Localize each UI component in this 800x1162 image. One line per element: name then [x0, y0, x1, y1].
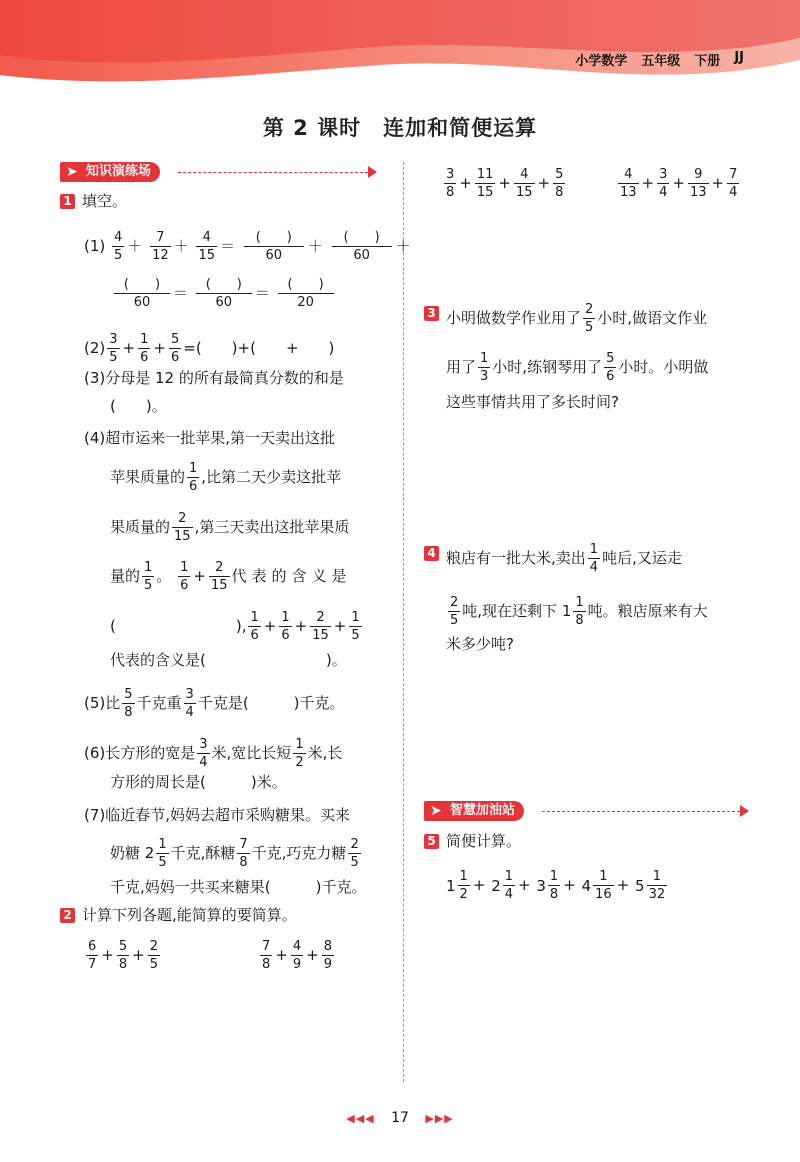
header-grade: 五年级: [641, 54, 681, 69]
lesson-topic: 连加和简便运算: [383, 116, 538, 140]
q1-part6-line2: 方形的周长是( )米。: [110, 773, 287, 791]
q2-expr-2: $\frac{7}{8}$ + $\frac{4}{9}$ + $\frac{8}{9}$: [262, 939, 332, 972]
q1-part6-line1: (6)长方形的宽是 $\frac{3}{4}$ 米,宽比长短 $\frac{1}{2}$ 米,长: [84, 737, 343, 770]
q1-part3-line2: ( )。: [110, 397, 167, 415]
section-title: 智慧加油站: [450, 803, 516, 818]
q1-part1-line2: ( ) 60 ＝ ( ) 60 ＝ ( ) 20: [112, 278, 336, 309]
q2-expr-3: $\frac{3}{8}$ + $\frac{11}{15}$ + $\frac{4}{15}$ + $\frac{5}{8}$: [446, 167, 564, 200]
header-banner: [0, 0, 800, 85]
section-arrow-icon: ➤: [430, 803, 442, 819]
q1-part7-line2: 奶糖 2 $\frac{1}{5}$ 千克,酥糖 $\frac{7}{8}$ 千克,巧克力糖 $\frac{2}{5}$: [110, 837, 359, 870]
q2-expr-1: $\frac{6}{7}$ + $\frac{5}{8}$ + $\frac{2}{5}$: [88, 939, 158, 972]
section-title: 知识演练场: [86, 164, 152, 179]
header-info: [575, 50, 744, 69]
q1-part2: (2) $\frac{3}{5}$ + $\frac{1}{6}$ + $\frac{5}{6}$ =( )+( + ): [84, 332, 335, 365]
q3-line2: 用了 $\frac{1}{3}$ 小时,练钢琴用了 $\frac{5}{6}$ 小时。小明做: [446, 351, 709, 384]
question-number: 5: [424, 834, 439, 849]
q1-part5: (5)比 $\frac{5}{8}$ 千克重 $\frac{3}{4}$ 千克是( )千克。: [84, 687, 345, 720]
header-subject: 小学数学: [575, 54, 628, 69]
q3-line3: 这些事情共用了多长时间?: [446, 393, 619, 411]
page-title: [0, 112, 800, 142]
section-arrow-icon: ➤: [66, 164, 78, 180]
q1-part7-line3: 千克,妈妈一共买来糖果( )千克。: [110, 878, 367, 896]
q3-line1: 小明做数学作业用了 $\frac{2}{5}$ 小时,做语文作业: [446, 302, 708, 335]
q2-expr-4: $\frac{4}{13}$ + $\frac{3}{4}$ + $\frac{9}{13}$ + $\frac{7}{4}$: [620, 167, 738, 200]
column-divider: [403, 162, 404, 1082]
q4-line2: $\frac{2}{5}$ 吨,现在还剩下 1 $\frac{1}{8}$ 吨。粮店原来有大: [450, 595, 708, 628]
header-volume: 下册: [694, 54, 721, 69]
right-arrows-icon: ▶▶▶: [425, 1112, 454, 1125]
page-number: 17: [391, 1110, 409, 1126]
q4-line1: 粮店有一批大米,卖出 $\frac{1}{4}$ 吨后,又运走: [446, 542, 682, 575]
header-edition: JJ: [734, 50, 744, 65]
q1-part7-line1: (7)临近春节,妈妈去超市采购糖果。买来: [84, 806, 351, 824]
q1-part4-line4: 量的 $\frac{1}{5}$ 。 $\frac{1}{6}$ + $\frac{2}{15}$ 代表的含义是: [110, 560, 352, 593]
q1-part4-line1: (4)超市运来一批苹果,第一天卖出这批: [84, 429, 336, 447]
q1-part1-line1: (1) $\frac{4}{5}$ ＋ $\frac{7}{12}$ ＋ $\frac{4}{15}$ ＝ ( ) 60 ＋ ( ) 60 ＋: [84, 230, 411, 263]
question-number: 3: [424, 306, 439, 321]
question-title: 计算下列各题,能简算的要简算。: [82, 906, 297, 924]
question-title: 填空。: [82, 192, 128, 210]
q1-part4-line2: 苹果质量的 $\frac{1}{6}$ ,比第二天少卖这批苹: [110, 461, 342, 494]
section-tag-practice: [60, 162, 380, 184]
q5-expression: 1 1 2 + 2 1 4 + 3 1 8 + 4 1 16 + 5 1 32: [446, 869, 666, 902]
q1-part4-line6: 代表的含义是( )。: [110, 651, 347, 669]
q1-part4-line5: ( ), $\frac{1}{6}$ + $\frac{1}{6}$ + $\frac{2}{15}$ + $\frac{1}{5}$: [110, 610, 360, 643]
q4-line3: 米多少吨?: [446, 635, 514, 653]
q1-part4-line3: 果质量的 $\frac{2}{15}$ ,第三天卖出这批苹果质: [110, 511, 350, 544]
left-arrows-icon: ◀◀◀: [346, 1112, 375, 1125]
q1-part3-line1: (3)分母是 12 的所有最简真分数的和是: [84, 369, 344, 387]
section-tag-bonus: [424, 801, 754, 823]
page-footer: [0, 1110, 800, 1126]
lesson-number: 第 2 课时: [262, 116, 362, 140]
question-number: 4: [424, 546, 439, 561]
question-number: 1: [60, 194, 75, 209]
question-number: 2: [60, 908, 75, 923]
question-title: 简便计算。: [446, 832, 522, 850]
